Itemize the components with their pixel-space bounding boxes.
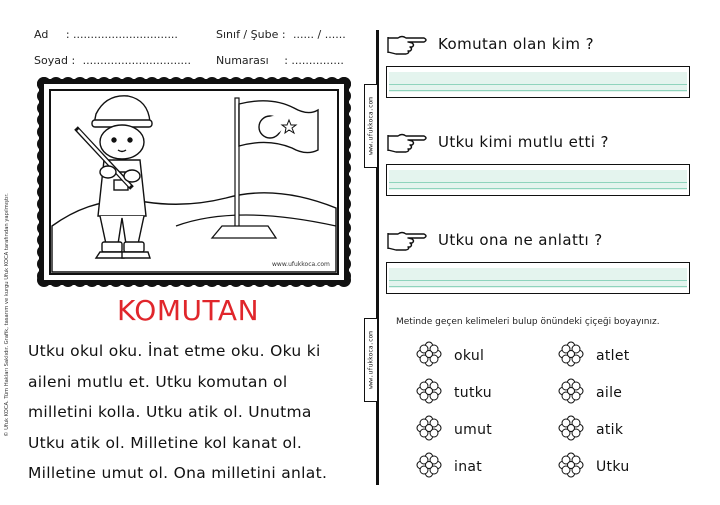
pointing-hand-icon [384, 228, 430, 252]
flower-icon[interactable] [416, 415, 442, 445]
question-text: Utku ona ne anlattı ? [438, 231, 603, 249]
flower-icon[interactable] [558, 341, 584, 371]
site-tag-text: www.ufukkoca.com [367, 331, 375, 389]
word-text: umut [454, 422, 493, 438]
flower-icon[interactable] [558, 415, 584, 445]
picture-frame [36, 76, 352, 288]
word-item [558, 341, 630, 371]
question-text: Utku kimi mutlu etti ? [438, 133, 609, 151]
writing-band [389, 72, 687, 92]
class-blank: ...... / ...... [293, 28, 346, 41]
word-text: atik [596, 422, 624, 438]
class-label: Sınıf / Şube : [216, 28, 286, 41]
word-item [558, 378, 622, 408]
word-text: Utku [596, 459, 630, 475]
number-field [216, 54, 344, 67]
word-text: atlet [596, 348, 630, 364]
surname-field [34, 54, 191, 67]
word-item [416, 341, 484, 371]
word-item [416, 452, 482, 482]
number-blank: : ............... [284, 54, 344, 67]
flower-icon[interactable] [558, 452, 584, 482]
question-3 [384, 228, 603, 252]
flower-icon[interactable] [416, 378, 442, 408]
flower-icon[interactable] [558, 378, 584, 408]
word-item [558, 452, 630, 482]
story-title: KOMUTAN [116, 294, 260, 327]
copyright-text: © Ufuk KOCA. Tüm Hakları Saklıdır. Grafik, tasarım ve kurgu Ufuk KOCA tarafından yapılmıştır. [4, 193, 10, 437]
story-text [28, 336, 368, 489]
class-field [216, 28, 346, 41]
answer-box-2[interactable] [386, 164, 690, 196]
name-blank: : .............................. [65, 28, 178, 41]
picture-watermark: www.ufukkoca.com [272, 261, 330, 268]
story-line: milletini kolla. Utku atik ol. Unutma [28, 403, 312, 422]
question-2 [384, 130, 609, 154]
pointing-hand-icon [384, 32, 430, 56]
site-tag-top [364, 84, 378, 168]
number-label: Numarası [216, 54, 269, 67]
name-field [34, 28, 178, 41]
flower-icon[interactable] [416, 341, 442, 371]
soldier-flag-illustration [36, 76, 352, 288]
flower-icon[interactable] [416, 452, 442, 482]
word-text: aile [596, 385, 623, 401]
pointing-hand-icon [384, 130, 430, 154]
word-item [416, 415, 492, 445]
answer-box-3[interactable] [386, 262, 690, 294]
word-text: tutku [454, 385, 492, 401]
answer-box-1[interactable] [386, 66, 690, 98]
word-item [558, 415, 623, 445]
coloring-instruction: Metinde geçen kelimeleri bulup önündeki çiçeği boyayınız. [396, 317, 660, 327]
word-text: okul [454, 348, 485, 364]
word-item [416, 378, 492, 408]
writing-band [389, 170, 687, 190]
name-label: Ad [34, 28, 49, 41]
surname-blank: ............................... [82, 54, 192, 67]
story-line: aileni mutlu et. Utku komutan ol [28, 372, 288, 391]
surname-label: Soyad : [34, 54, 76, 67]
question-text: Komutan olan kim ? [438, 35, 594, 53]
word-text: inat [454, 459, 483, 475]
story-line: Milletine umut ol. Ona milletini anlat. [28, 464, 328, 483]
question-1 [384, 32, 594, 56]
writing-band [389, 268, 687, 288]
site-tag-text: www.ufukkoca.com [367, 97, 375, 155]
story-line: Utku atik ol. Milletine kol kanat ol. [28, 433, 303, 452]
story-line: Utku okul oku. İnat etme oku. Oku ki [28, 342, 321, 360]
